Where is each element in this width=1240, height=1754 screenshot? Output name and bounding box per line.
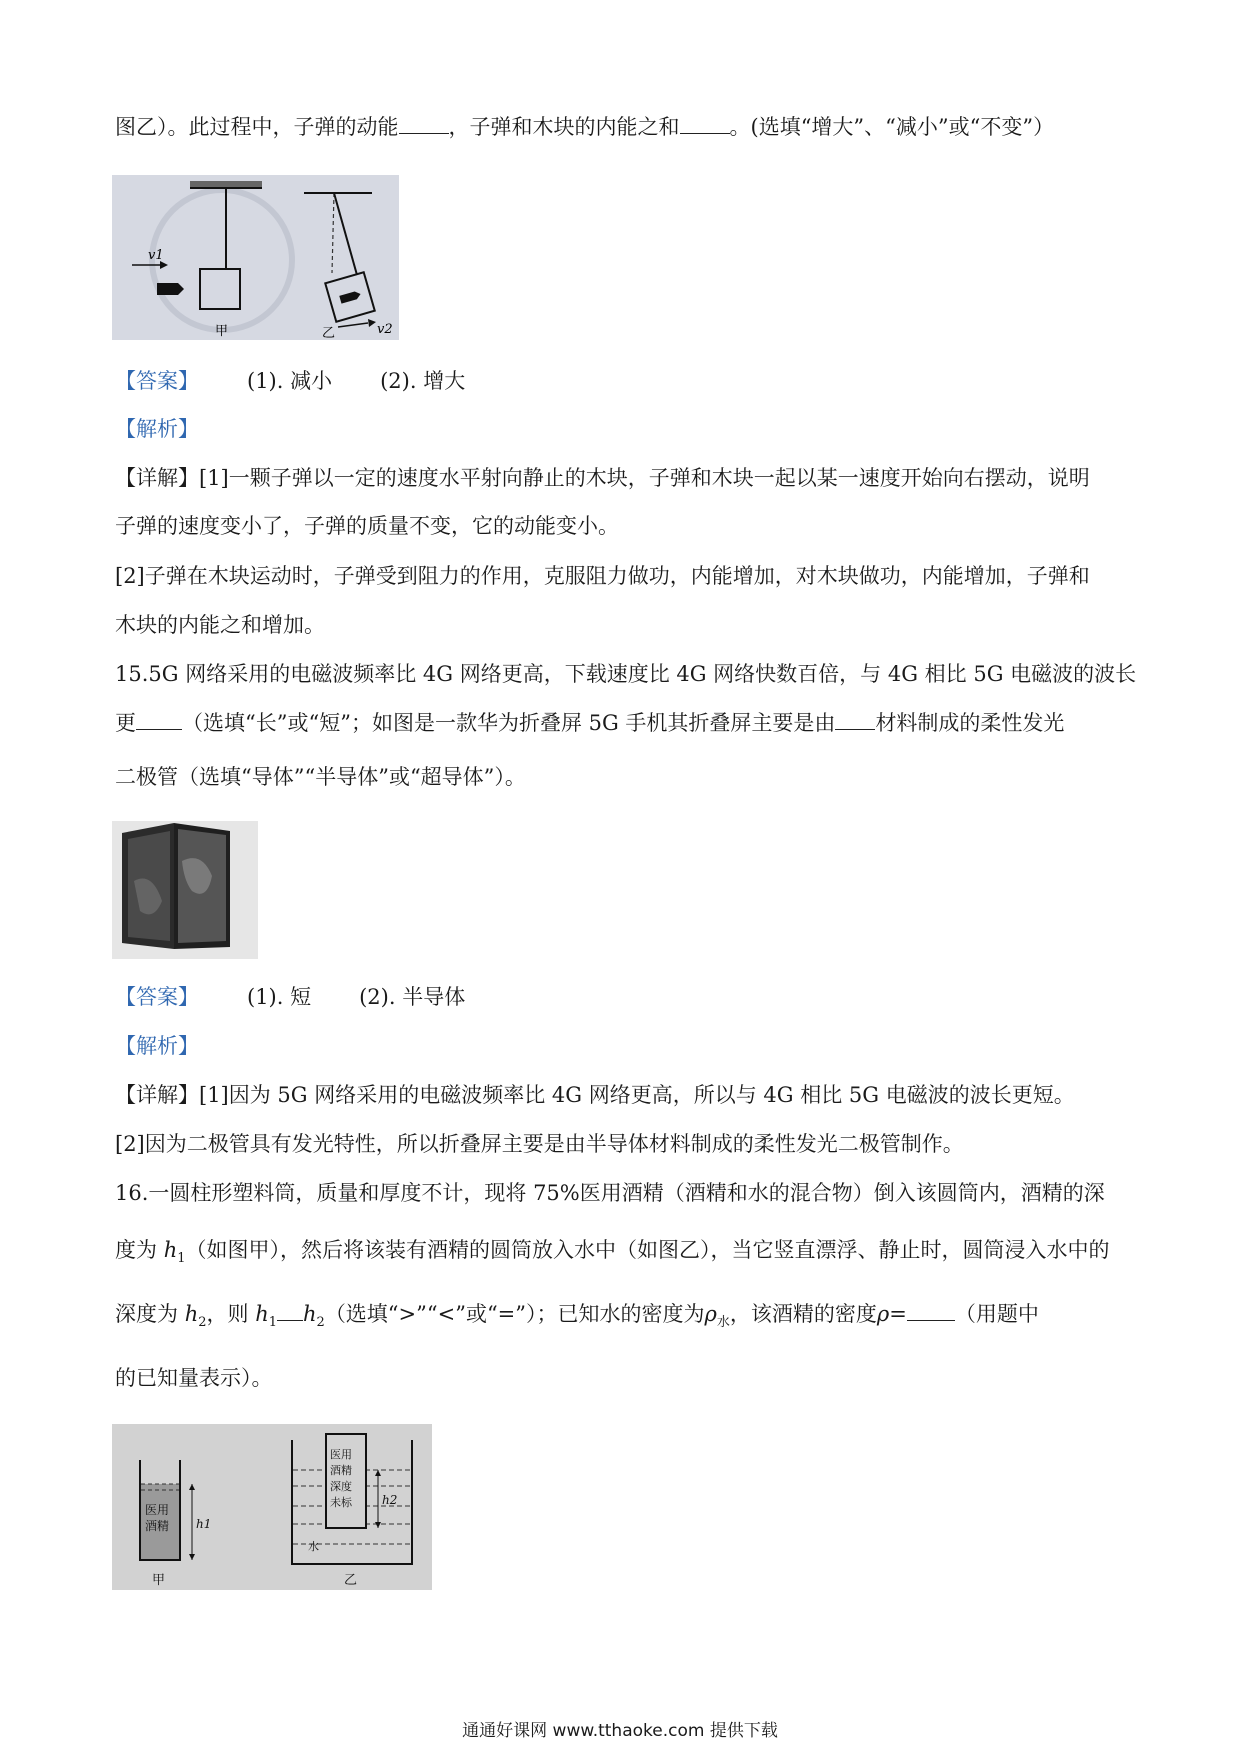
pendulum-diagram [112,175,399,340]
alcohol-label-yi-3: 深度 [330,1480,352,1493]
blank [136,728,182,730]
q15-line-2: 更 （选填“长”或“短”；如图是一款华为折叠屏 5G 手机其折叠屏主要是由 材料制成的柔性发光 [115,711,1065,735]
q15-answer: 【答案】 (1). 短 (2). 半导体 [115,985,466,1009]
q15-analysis-tag: 【解析】 [115,1034,199,1058]
alcohol-label-yi-1: 医用 [330,1448,352,1461]
q16-line-1: 16.一圆柱形塑料筒，质量和厚度不计，现将 75%医用酒精（酒精和水的混合物）倒入该圆筒内，酒精的深 [115,1181,1105,1205]
cylinder-diagram [112,1424,432,1590]
alcohol-label-yi-2: 酒精 [330,1464,352,1477]
v2-label: v2 [377,322,393,337]
alcohol-label-jia-1: 医用 [145,1503,170,1517]
q16-line-2: 度为 $h_1$（如图甲），然后将该装有酒精的圆筒放入水中（如图乙），当它竖直漂浮、静止时，圆筒浸入水中的 [115,1238,1110,1267]
alcohol-label-jia-2: 酒精 [145,1519,170,1533]
yi-label: 乙 [344,1573,358,1588]
q14-detail-2b: 木块的内能之和增加。 [115,613,325,637]
q15-detail-2: [2]因为二极管具有发光特性，所以折叠屏主要是由半导体材料制成的柔性发光二极管制作。 [115,1132,964,1156]
q16-line-3: 深度为 $h_2$，则 $h_1$ $h_2$（选填“>”“<”或“=”）；已知水的密度为$\rho_水$，该酒精的密度ρ= （用题中 [115,1302,1039,1331]
q14-analysis-tag: 【解析】 [115,417,199,441]
q14-detail-1a: 【详解】[1]一颗子弹以一定的速度水平射向静止的木块，子弹和木块一起以某一速度开始向右摆动，说明 [115,466,1090,490]
h2-label: h2 [382,1493,398,1507]
q14-stem-end: 图乙）。此过程中，子弹的动能 ，子弹和木块的内能之和 。(选填“增大”、“减小”或“不变”） [115,115,1055,139]
page-footer: 通通好课网 www.tthaoke.com 提供下载 [462,1721,778,1741]
q15-line-3: 二极管（选填“导体”“半导体”或“超导体”）。 [115,765,526,789]
blank [277,1319,303,1321]
foldable-phone-image [112,821,258,959]
jia-label: 甲 [215,324,229,339]
phone-picture [112,821,258,959]
alcohol-label-yi-4: 未标 [330,1496,352,1509]
q14-figure [112,175,399,340]
q15-detail-1: 【详解】[1]因为 5G 网络采用的电磁波频率比 4G 网络更高，所以与 4G 相比 5G 电磁波的波长更短。 [115,1083,1075,1107]
blank [835,728,875,730]
water-label: 水 [308,1540,319,1553]
q16-figure [112,1424,432,1590]
answer-tag: 【答案】 [115,369,199,393]
h1-label: h1 [196,1517,212,1531]
jia-label: 甲 [152,1573,166,1588]
v1-label: v1 [148,248,164,263]
q14-detail-1b: 子弹的速度变小了，子弹的质量不变，它的动能变小。 [115,514,619,538]
blank [680,132,730,134]
blank [399,132,449,134]
q14-answer: 【答案】 (1). 减小 (2). 增大 [115,369,466,393]
q16-line-4: 的已知量表示）。 [115,1366,273,1390]
q15-line-1: 15.5G 网络采用的电磁波频率比 4G 网络更高，下载速度比 4G 网络快数百倍，与 4G 相比 5G 电磁波的波长 [115,662,1137,686]
yi-label: 乙 [322,326,336,340]
q14-detail-2a: [2]子弹在木块运动时，子弹受到阻力的作用，克服阻力做功，内能增加，对木块做功，内能增加，子弹和 [115,564,1090,588]
blank [907,1319,955,1321]
